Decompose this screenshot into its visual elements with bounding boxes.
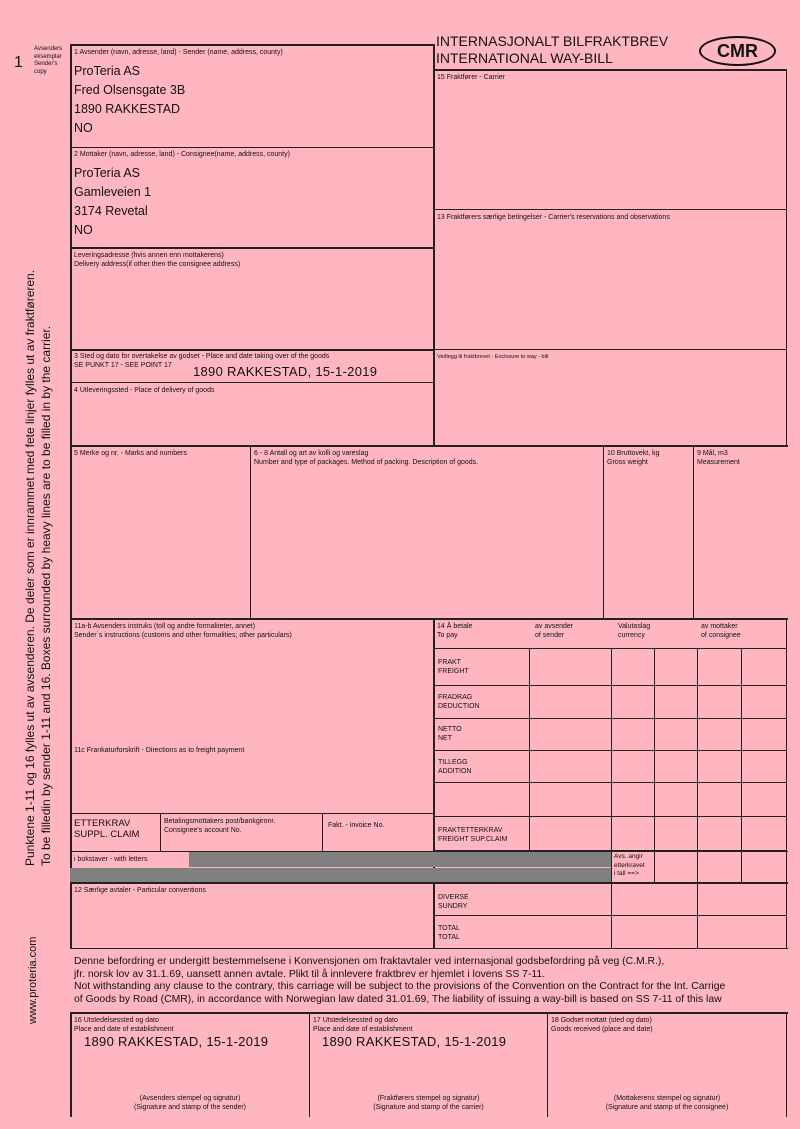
- gross-weight-label: 10 Bruttovekt, kg Gross weight: [607, 450, 660, 466]
- box16-label: 16 Utstedelsessted og dato Place and date of establishment: [74, 1017, 174, 1033]
- taking-over-label: 3 Sted og dato for overtakelse av godset - Place and date taking over of the goods: [74, 353, 330, 360]
- freight-row-label: FRAKT FREIGHT: [438, 659, 469, 675]
- of-consignee-header: av mottaker of consignee: [701, 623, 741, 639]
- carrier-reservations-label: 13 Fraktførers særlige betingelser - Carrier's reservations and observations: [437, 214, 670, 221]
- freight-payment-label: 11c Frankaturforskrift - Directions as to freight payment: [74, 747, 245, 754]
- box18-label: 18 Godset mottatt (sted og dato) Goods received (place and date): [551, 1017, 653, 1033]
- letters-field-upper[interactable]: [189, 852, 611, 867]
- box18-stamp: (Mottakerens stempel og signatur) (Signature and stamp of the consignee): [605, 1095, 729, 1111]
- deduction-row-label: FRADRAG DEDUCTION: [438, 694, 480, 710]
- total-label: TOTAL TOTAL: [438, 925, 460, 941]
- sender-name: ProTeria AS: [74, 64, 141, 78]
- sender-label: 1 Avsender (navn, adresse, land) - Sender (name, address, county): [74, 49, 283, 56]
- amount-figures-label: Avs. angir etterkravet i tall ==>: [614, 853, 645, 877]
- copy-number: 1: [14, 54, 23, 71]
- website: www.proteria.com: [27, 936, 39, 1024]
- legal-notice: Denne befordring er undergitt bestemmelsene i Konvensjonen om fraktavtaler ved internasjonal godsbefordring på veg (C.M.R.), jfr. norsk lov av 31.1.69, uansett annen avtale. Plikt til å innlevere fraktbrev er hjemlet i lovens SS 7-11. Not withstanding any clause to the contrary, this carriage will be subject to the provisions of the Convention on the Contract for the Int. Carrige of Goods by Road (CMR), in accordance with Norwegian law dated 31.01.69, The liability of issuing a way-bill is based on SS 7-11 of this law: [74, 956, 726, 1005]
- title-norwegian: INTERNASJONALT BILFRAKTBREV: [436, 33, 669, 49]
- net-row-label: NETTO NET: [438, 726, 462, 742]
- enclosure-label: Vedlegg til fraktbrevet - Enclosure to way - bill: [437, 354, 549, 360]
- cmr-badge-text: CMR: [717, 41, 758, 61]
- box16-stamp: (Avsenders stempel og signatur) (Signature and stamp of the sender): [133, 1095, 247, 1111]
- addition-row-label: TILLEGG ADDITION: [438, 759, 472, 775]
- taking-over-value[interactable]: 1890 RAKKESTAD, 15-1-2019: [193, 364, 378, 379]
- instructions-label: 11a-b Avsenders instruks (toll og andre formaliteter, annet) Sender´s instructions (customs and other formalities; other particulars): [74, 623, 292, 639]
- marks-label: 5 Merke og nr. - Marks and numbers: [74, 450, 187, 457]
- consignee-street: Gamleveien 1: [74, 185, 152, 199]
- consignee-label: 2 Mottaker (navn, adresse, land) - Consignee(name, address, county): [74, 151, 290, 158]
- delivery-address-label: Leveringsadresse (hvis annen enn mottakerens) Delivery address(if other then the consignee address): [74, 252, 241, 268]
- consignee-postal: 3174 Revetal: [74, 204, 148, 218]
- freight-sup-claim-label: FRAKTETTERKRAV FREIGHT SUP.CLAIM: [438, 827, 508, 843]
- sender-postal: 1890 RAKKESTAD: [74, 102, 181, 116]
- letters-field-lower[interactable]: [70, 868, 611, 882]
- consignee-name: ProTeria AS: [74, 166, 141, 180]
- carrier-label: 15 Fraktfører - Carrier: [437, 74, 506, 81]
- conventions-label: 12 Særlige avtaler - Particular conventions: [74, 887, 206, 894]
- invoice-label: Fakt. - invoice No.: [328, 822, 385, 829]
- sender-street: Fred Olsensgate 3B: [74, 83, 186, 97]
- sundry-label: DIVERSE SUNDRY: [438, 894, 469, 910]
- consignee-country: NO: [74, 223, 93, 237]
- place-of-delivery-label: 4 Utleveringssted - Place of delivery of goods: [74, 387, 215, 394]
- taking-over-note: SE PUNKT 17 - SEE POINT 17: [74, 362, 172, 369]
- box17-value[interactable]: 1890 RAKKESTAD, 15-1-2019: [322, 1034, 507, 1049]
- copy-label: Avsenders eksemplar Sender's copy: [34, 46, 63, 75]
- side-instructions-no: Punktene 1-11 og 16 fylles ut av avsenderen. De deler som er innrammet med fete linjer fylles ut av fraktføreren.: [23, 269, 37, 866]
- box16-value[interactable]: 1890 RAKKESTAD, 15-1-2019: [84, 1034, 269, 1049]
- currency-header: Valutaslag currency: [618, 623, 651, 639]
- cash-on-delivery-label: ETTERKRAV SUPPL. CLAIM: [74, 818, 140, 840]
- sender-box[interactable]: [74, 62, 430, 142]
- consignee-box[interactable]: [74, 164, 430, 244]
- to-pay-header: 14 Å betale To pay: [437, 623, 473, 639]
- sender-country: NO: [74, 121, 93, 135]
- measurement-label: 9 Mål, m3 Measurement: [697, 450, 740, 466]
- account-label: Betalingsmottakers post/bankgironr. Consignee's account No.: [164, 818, 276, 834]
- box17-label: 17 Utstedelsessted og dato Place and date of establishment: [313, 1017, 413, 1033]
- of-sender-header: av avsender of sender: [535, 623, 574, 639]
- cmr-badge: [699, 36, 776, 66]
- side-instructions-en: To be filledin by sender 1-11 and 16. Boxes surrounded by heavy lines are to be filled in by the carrier.: [39, 325, 53, 866]
- letters-label: i bokstaver - with letters: [74, 856, 148, 863]
- box17-stamp: (Fraktførers stempel og signatur) (Signature and stamp of the carrier): [373, 1095, 484, 1111]
- title-english: INTERNATIONAL WAY-BILL: [436, 50, 613, 66]
- packages-label: 6 - 8 Antall og art av kolli og vareslag Number and type of packages. Method of packing. Description of goods.: [254, 450, 479, 466]
